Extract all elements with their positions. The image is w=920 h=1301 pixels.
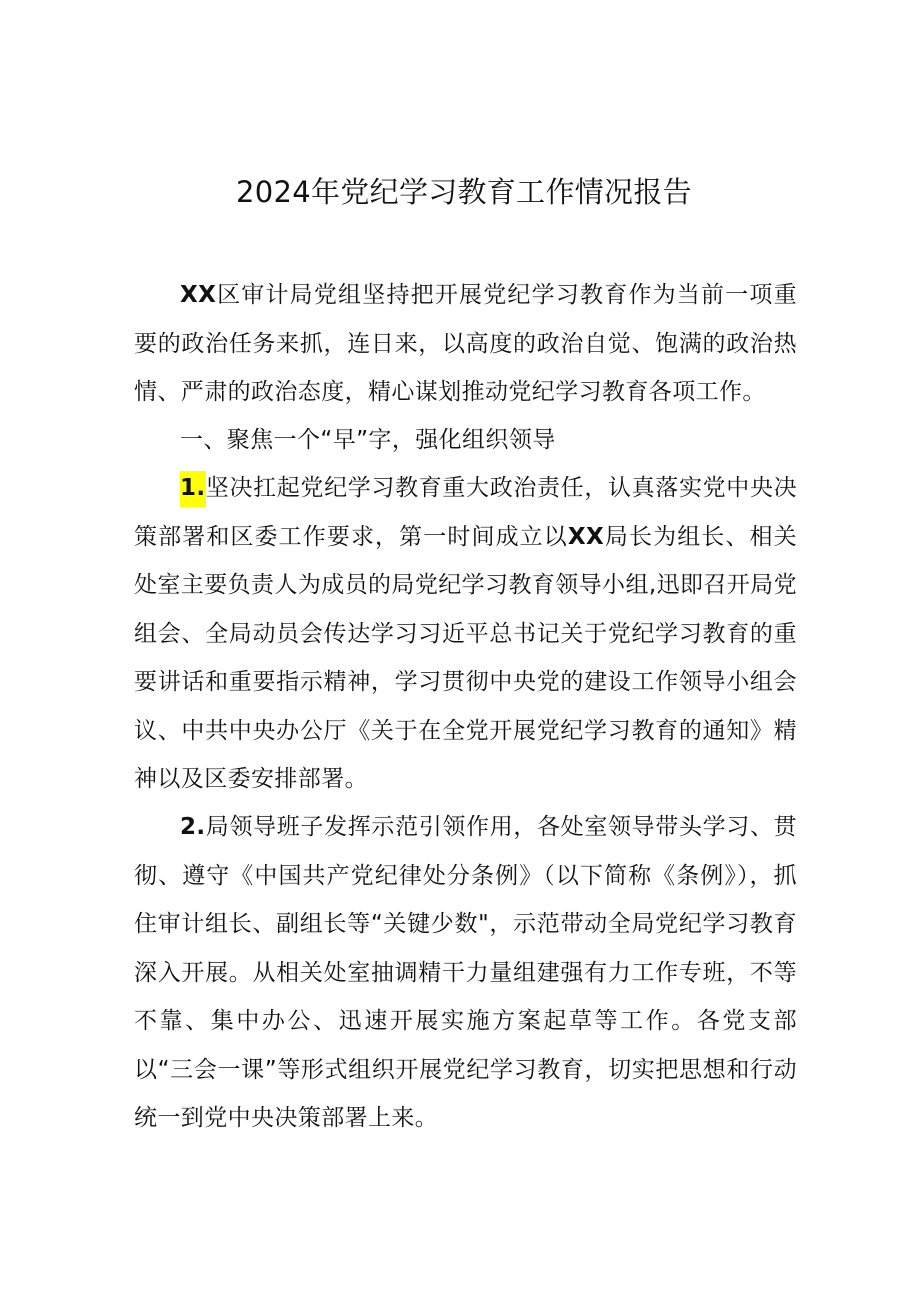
item-2-text: 局领导班子发挥示范引领作用，各处室领导带头学习、贯彻、遵守《中国共产党纪律处分条例》（以下简称《条例》），抓住审计组长、副组长等“关键少数"，示范带动全局党纪学习教育深入开展。从相关处室抽调精干力量组建强有力工作专班，不等不靠、集中办公、迅速开展实施方案起草等工作。各党支部以“三会一课”等形式组织开展党纪学习教育，切实把思想和行动统一到党中央决策部署上来。 bbox=[134, 814, 797, 1131]
intro-text: 区审计局党组坚持把开展党纪学习教育作为当前一项重要的政治任务来抓，连日来，以高度的政治自觉、饱满的政治热情、严肃的政治态度，精心谋划推动党纪学习教育各项工作。 bbox=[134, 282, 797, 405]
item-1-placeholder-xx: XX bbox=[567, 523, 605, 550]
section-heading-1: 一、聚焦一个“早”字，强化组织领导 bbox=[180, 427, 556, 453]
intro-paragraph bbox=[134, 271, 797, 417]
item-1-number-highlight: 1. bbox=[180, 471, 206, 507]
item-1-text-b: 局长为组长、相关处室主要负责人为成员的局党纪学习教育领导小组,迅即召开局党组会、全局动员会传达学习习近平总书记关于党纪学习教育的重要讲话和重要指示精神，学习贯彻中央党的建设工作领导小组会议、中共中央办公厅《关于在全党开展党纪学习教育的通知》精神以及区委安排部署。 bbox=[134, 523, 798, 792]
item-1-text-a: 坚决扛起党纪学习教育重大政治责任，认真落实党中央决策部署和区委工作要求，第一时间成立以 bbox=[134, 475, 797, 550]
item-2-number: 2. bbox=[180, 814, 206, 840]
item-2-paragraph bbox=[134, 803, 797, 1143]
intro-placeholder-xx: XX bbox=[180, 282, 217, 308]
document-title: 2024年党纪学习教育工作情况报告 bbox=[236, 175, 692, 209]
item-1-paragraph bbox=[134, 464, 797, 804]
